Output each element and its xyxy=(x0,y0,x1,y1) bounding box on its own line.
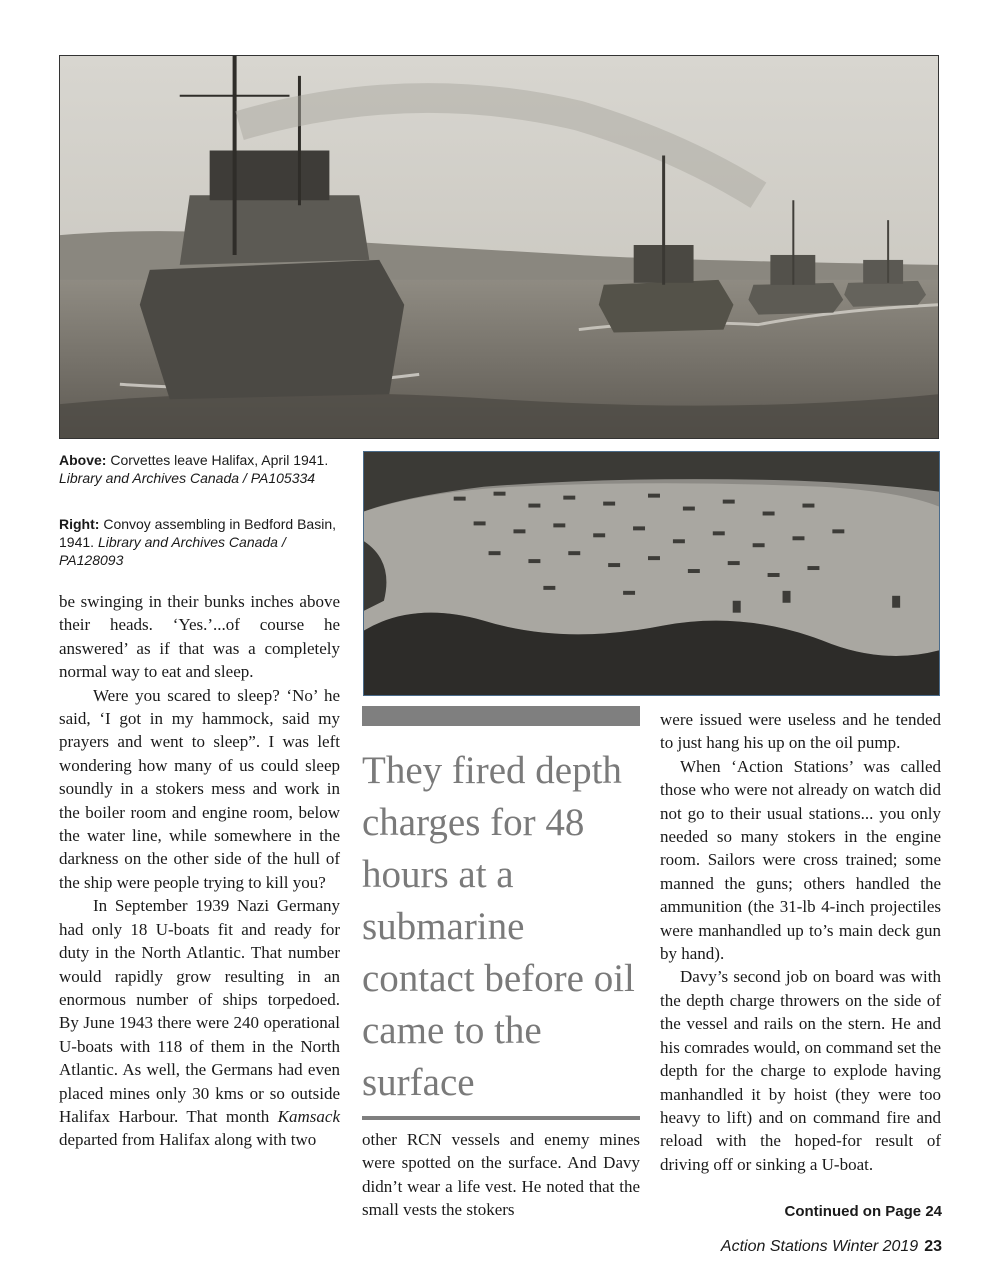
page-number: 23 xyxy=(924,1238,942,1255)
paragraph: When ‘Action Stations’ was called those who were not already on watch did not go to their usual stations... you only needed so many stokers in the engine room. Sailors were cross trained; some manned the guns; others handled the ammunition (the 31-lb 4-inch projectiles were manhandled up to’s main deck gun by hand). xyxy=(660,756,941,964)
convoy-basin-photo xyxy=(363,451,940,696)
caption-above xyxy=(59,451,349,487)
caption-text: Corvettes leave Halifax, April 1941. xyxy=(106,452,329,468)
pull-quote-bottom-bar xyxy=(362,1116,640,1120)
page-footer xyxy=(721,1238,942,1256)
caption-text: Convoy assembling in Bedford Basin, 1941. xyxy=(59,516,337,550)
caption-label: Above: xyxy=(59,452,107,468)
paragraph: be swinging in their bunks inches above their heads. ‘Yes.’...of course he answered’ as if that was a completely normal way to eat and sleep. xyxy=(59,592,340,682)
ship-name: Kamsack xyxy=(277,1106,340,1126)
article-column-1 xyxy=(59,590,340,1152)
publication-name: Action Stations Winter 2019 xyxy=(720,1238,919,1255)
caption-label: Right: xyxy=(59,516,100,532)
paragraph-text: departed from Halifax along with two xyxy=(59,1130,317,1150)
paragraph-text: In September 1939 Nazi Germany had only 18 U-boats fit and ready for duty in the North Atlantic. That number would rapidly grow resulting in an enormous number of ships torpedoed. By June 1943 there were 240 operational U-boats with 118 of them in the North Atlantic. As well, the Germans had even placed mines only 30 kms or so outside Halifax Harbour. That month xyxy=(59,896,340,1126)
caption-right xyxy=(59,515,349,569)
paragraph: Were you scared to sleep? ‘No’ he said, ‘I got in my hammock, said my prayers and went to sleep”. I was left wondering how many of us could sleep soundly in a stokers mess and work in the boiler room and engine room, below the water line, while somewhere in the darkness on the other side of the hull of the ship were people trying to kill you? xyxy=(59,685,340,892)
paragraph: were issued were useless and he tended to just hang his up on the oil pump. xyxy=(660,710,941,753)
caption-credit: Library and Archives Canada / PA128093 xyxy=(59,534,286,568)
pull-quote: They fired depth charges for 48 hours at a submarine contact before oil came to the surface xyxy=(362,749,635,1104)
continued-notice: Continued on Page 24 xyxy=(784,1203,942,1220)
caption-credit: Library and Archives Canada / PA105334 xyxy=(59,470,316,486)
paragraph xyxy=(59,894,340,1151)
article-column-2 xyxy=(362,1128,640,1222)
article-column-3 xyxy=(660,708,941,1176)
paragraph: other RCN vessels and enemy mines were spotted on the surface. And Davy didn’t wear a life vest. He noted that the small vests the stokers xyxy=(362,1130,640,1220)
corvettes-photo xyxy=(59,55,939,439)
paragraph: Davy’s second job on board was with the depth charge throwers on the side of the vessel and rails on the stern. He and his comrades would, on command set the depth for the charge to explode having manhandled it by hoist (they were too heavy to lift) and on command fire and reload with the hoped-for result of driving off or sinking a U-boat. xyxy=(660,967,941,1174)
pull-quote-top-bar xyxy=(362,706,640,726)
